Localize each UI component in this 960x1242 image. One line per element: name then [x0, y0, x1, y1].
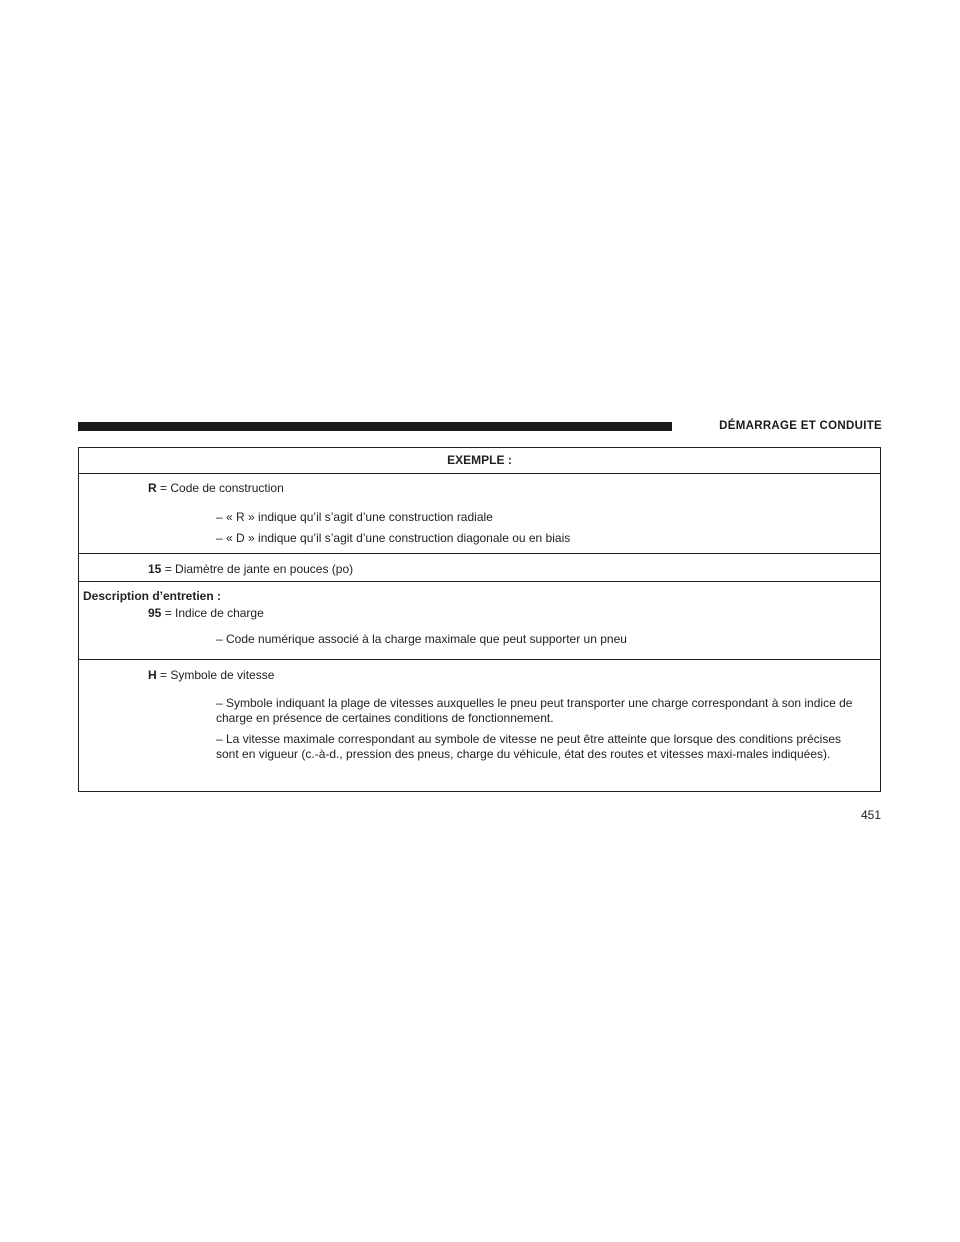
load-index-definition: = Indice de charge	[161, 606, 264, 620]
table-row-construction	[79, 473, 880, 553]
speed-symbol-term	[79, 668, 880, 683]
construction-definition: = Code de construction	[156, 481, 284, 495]
load-index-detail: – Code numérique associé à la charge maximale que peut supporter un pneu	[216, 632, 627, 646]
table-row-speed-symbol	[79, 659, 880, 791]
tire-code-table	[78, 447, 881, 792]
section-title: DÉMARRAGE ET CONDUITE	[719, 420, 882, 432]
table-heading: EXEMPLE :	[447, 453, 512, 467]
speed-symbol-detail-max: – La vitesse maximale correspondant au symbole de vitesse ne peut être atteinte que lorsque des conditions précises sont en vigueur (c.-à-d., pression des pneus, charge du véhicule, état des routes et vitesses maxi-males indiquées).	[216, 732, 842, 761]
speed-symbol-code: H	[148, 668, 157, 682]
construction-term	[79, 481, 880, 496]
construction-detail-diagonal: – « D » indique qu’il s’agit d’une construction diagonale ou en biais	[216, 531, 571, 545]
rim-term	[79, 562, 880, 577]
table-row-rim	[79, 553, 880, 581]
speed-symbol-definition: = Symbole de vitesse	[156, 668, 275, 682]
load-index-term	[79, 606, 880, 621]
rim-code: 15	[148, 562, 162, 576]
load-index-code: 95	[148, 606, 162, 620]
rim-definition: = Diamètre de jante en pouces (po)	[161, 562, 354, 576]
service-description-label: Description d’entretien :	[83, 589, 222, 603]
page-number: 451	[860, 808, 881, 822]
table-row-load-index	[79, 581, 880, 659]
header-rule	[78, 422, 672, 431]
construction-code: R	[148, 481, 157, 495]
construction-detail-radial: – « R » indique qu’il s’agit d’une construction radiale	[216, 510, 493, 524]
speed-symbol-detail-range: – Symbole indiquant la plage de vitesses auxquelles le pneu peut transporter une charge correspondant à son indice de charge en présence de certaines conditions de fonctionnement.	[216, 696, 853, 725]
